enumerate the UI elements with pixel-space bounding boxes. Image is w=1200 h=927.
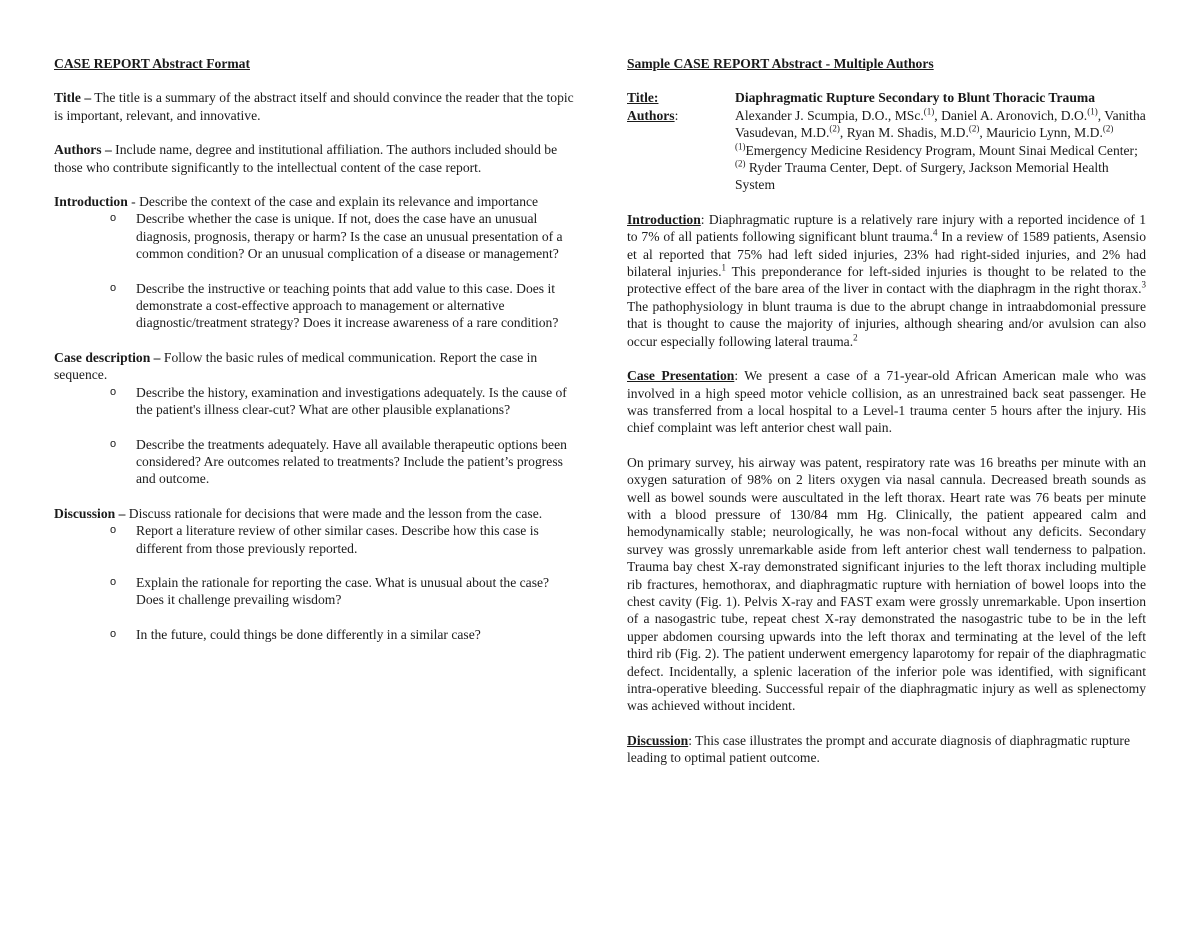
sample-title-value: Diaphragmatic Rupture Secondary to Blunt Thoracic Trauma: [735, 90, 1095, 106]
discussion-paragraph: [54, 505, 574, 522]
sample-title-row: [627, 89, 1146, 106]
list-item: [54, 574, 574, 609]
affiliation-marker: (2): [735, 158, 746, 169]
list-item-text: Describe the history, examination and investigations adequately. Is the cause of the patient's illness clear-cut? What are other plausible explanations?: [136, 384, 567, 418]
bullet-marker: o: [110, 524, 117, 537]
sample-authors-row: [627, 107, 1146, 194]
case-presentation-colon: :: [734, 368, 739, 384]
bullet-marker: o: [110, 627, 117, 640]
sample-introduction-text: The pathophysiology in blunt trauma is due to the abrupt change in intraabdomonial pressure that is thought to cause the majority of injuries, although shearing and/or avulsion can also occur especially following lateral trauma.: [627, 298, 1146, 349]
sample-introduction-text: Diaphragmatic rupture is a relatively rare injury with a reported incidence of 1 to 7% of all patients following significant blunt trauma.: [627, 211, 1146, 245]
discussion-bullets: [54, 522, 574, 643]
introduction-bullets: [54, 210, 574, 331]
list-item-text: In the future, could things be done differently in a similar case?: [136, 626, 481, 642]
list-item-text: Describe the treatments adequately. Have all available therapeutic options been considered? Are outcomes related to treatments? Include the patient’s progress and outcome.: [136, 436, 567, 487]
title-text: The title is a summary of the abstract itself and should convince the reader that the topic is important, relevant, and innovative.: [54, 90, 574, 123]
case-description-text: Follow the basic rules of medical communication. Report the case in sequence.: [54, 349, 538, 383]
list-item-text: Describe the instructive or teaching points that add value to this case. Does it demonstrate a cost-effective approach to management or alternative diagnostic/treatment strategy? Does it increase awareness of a rare condition?: [136, 280, 559, 331]
authors-text: Include name, degree and institutional affiliation. The authors included should be those who contribute significantly to the intellectual content of the case report.: [54, 142, 558, 175]
list-item: [54, 626, 574, 643]
right-heading: Sample CASE REPORT Abstract - Multiple Authors: [627, 56, 934, 71]
introduction-label: Introduction: [54, 194, 128, 210]
reference-marker: 1: [721, 262, 727, 273]
sample-introduction-label: Introduction: [627, 211, 701, 227]
author-affiliation-ref: (1): [1087, 106, 1098, 117]
case-presentation-label: Case Presentation: [627, 368, 735, 384]
sample-discussion-colon: :: [688, 732, 692, 748]
bullet-marker: o: [110, 437, 117, 450]
sample-authors-value: [735, 107, 1146, 194]
list-item: [54, 436, 574, 488]
affiliation-text: Ryder Trauma Center, Dept. of Surgery, Jackson Memorial Health System: [735, 160, 1109, 193]
author-separator: ,: [1097, 107, 1105, 123]
case-presentation-text: We present a case of a 71-year-old African American male who was involved in a high speed motor vehicle collision, as an unrestrained back seat passenger. He was transferred from a local hospital to a Level-1 trauma center 5 hours after the injury. His chief complaint was left anterior chest wall pain.: [627, 368, 1146, 436]
list-item: [54, 280, 574, 332]
reference-marker: 3: [1141, 279, 1146, 290]
affiliation-text: Emergency Medicine Residency Program, Mount Sinai Medical Center;: [745, 142, 1138, 158]
author-affiliation-ref: (2): [968, 123, 980, 134]
bullet-marker: o: [110, 385, 117, 398]
list-item: [54, 384, 574, 419]
sample-discussion: [627, 732, 1146, 767]
author-separator: ,: [839, 125, 847, 141]
sample-title-label: Title:: [627, 90, 659, 106]
author-name: Ryan M. Shadis, M.D.: [846, 125, 969, 141]
introduction-paragraph: [54, 193, 574, 210]
bullet-marker: o: [110, 281, 117, 294]
case-description-paragraph: [54, 349, 574, 384]
author-name: Daniel A. Aronovich, D.O.: [941, 107, 1088, 123]
case-description-label: Case description –: [54, 349, 161, 365]
title-section: [54, 89, 574, 124]
right-column: [627, 55, 1146, 767]
title-label: Title –: [54, 90, 92, 106]
case-description-section: [54, 349, 574, 488]
author-name: Alexander J. Scumpia, D.O., MSc.: [735, 107, 924, 123]
affiliation-marker: (1): [735, 141, 746, 152]
sample-authors-label: Authors: [627, 107, 675, 123]
introduction-section: [54, 193, 574, 332]
sample-introduction-text: This preponderance for left-sided injuries is thought to be related to the protective effect of the bare area of the liver in contact with the diaphragm in the right thorax.: [627, 264, 1146, 297]
author-affiliation-ref: (2): [1102, 123, 1114, 134]
author-separator: ,: [934, 107, 942, 123]
list-item-text: Explain the rationale for reporting the case. What is unusual about the case? Does it challenge prevailing wisdom?: [136, 574, 550, 608]
sample-discussion-text: This case illustrates the prompt and accurate diagnosis of diaphragmatic rupture leading to optimal patient outcome.: [627, 732, 1130, 766]
author-affiliation-ref: (2): [829, 123, 840, 134]
sample-case-presentation: [627, 367, 1146, 437]
author-name: Mauricio Lynn, M.D.: [986, 125, 1103, 141]
left-heading: CASE REPORT Abstract Format: [54, 56, 250, 71]
list-item: [54, 210, 574, 262]
primary-survey-paragraph: On primary survey, his airway was patent, respiratory rate was 16 breaths per minute with an oxygen saturation of 98% on 2 liters oxygen via nasal cannula. Decreased breath sounds as well as bowel sounds were auscultated in the left thorax. Heart rate was 76 beats per minute with a blood pressure of 130/84 mm Hg. Clinically, the patient appeared calm and hemodynamically stable; neurologically, he was non-focal without any deficits. Secondary survey was grossly unremarkable aside from left anterior chest wall tenderness to palpation. Trauma bay chest X-ray demonstrated significant injuries to the left thorax including multiple rib fractures, hemothorax, and diaphragmatic rupture with herniation of bowel loops into the chest cavity (Fig. 1). Pelvis X-ray and FAST exam were grossly unremarkable. Upon insertion of a nasogastric tube, repeat chest X-ray demonstrated the nasogastric tube to be in the left upper abdomen coursing upwards into the left thorax and terminating at the level of the left third rib (Fig. 2). The patient underwent emergency laparotomy for repair of the diaphragmatic defect. Incidentally, a splenic laceration of the inferior pole was identified, with significant intra-operative bleeding. Successful repair of the diaphragmatic injury as well as splenectomy was achieved without incident.: [627, 454, 1146, 714]
author-affiliation-ref: (1): [923, 106, 935, 117]
sample-authors-colon: :: [674, 107, 679, 123]
sample-authors-label-wrap: [627, 107, 735, 194]
discussion-section: [54, 505, 574, 643]
introduction-text: - Describe the context of the case and explain its relevance and importance: [127, 194, 539, 210]
author-separator: ,: [979, 125, 987, 141]
reference-marker: 4: [933, 227, 938, 238]
sample-introduction-text: In a review of 1589 patients, Asensio et al reported that 75% had left sided injuries, 23% had right-sided injuries, and 2% had bilateral injuries.: [627, 229, 1147, 280]
bullet-marker: o: [110, 575, 117, 588]
author-name: Vanitha Vasudevan, M.D.: [735, 107, 1146, 141]
list-item-text: Report a literature review of other similar cases. Describe how this case is different from those previously reported.: [136, 523, 539, 556]
case-description-bullets: [54, 384, 574, 488]
sample-introduction-colon: :: [700, 211, 705, 227]
sample-discussion-label: Discussion: [627, 732, 689, 748]
left-column: [54, 55, 574, 643]
bullet-marker: o: [110, 212, 117, 225]
list-item-text: Describe whether the case is unique. If not, does the case have an unusual diagnosis, prognosis, therapy or harm? Is the case an unusual presentation of a common condition? Or an unusual complication of a disease or management?: [136, 211, 563, 262]
discussion-label: Discussion –: [54, 505, 126, 521]
list-item: [54, 522, 574, 557]
discussion-text: Discuss rationale for decisions that were made and the lesson from the case.: [125, 505, 543, 521]
reference-marker: 2: [853, 332, 858, 343]
authors-label: Authors –: [54, 142, 112, 158]
sample-introduction: [627, 211, 1146, 350]
authors-section: [54, 141, 574, 176]
